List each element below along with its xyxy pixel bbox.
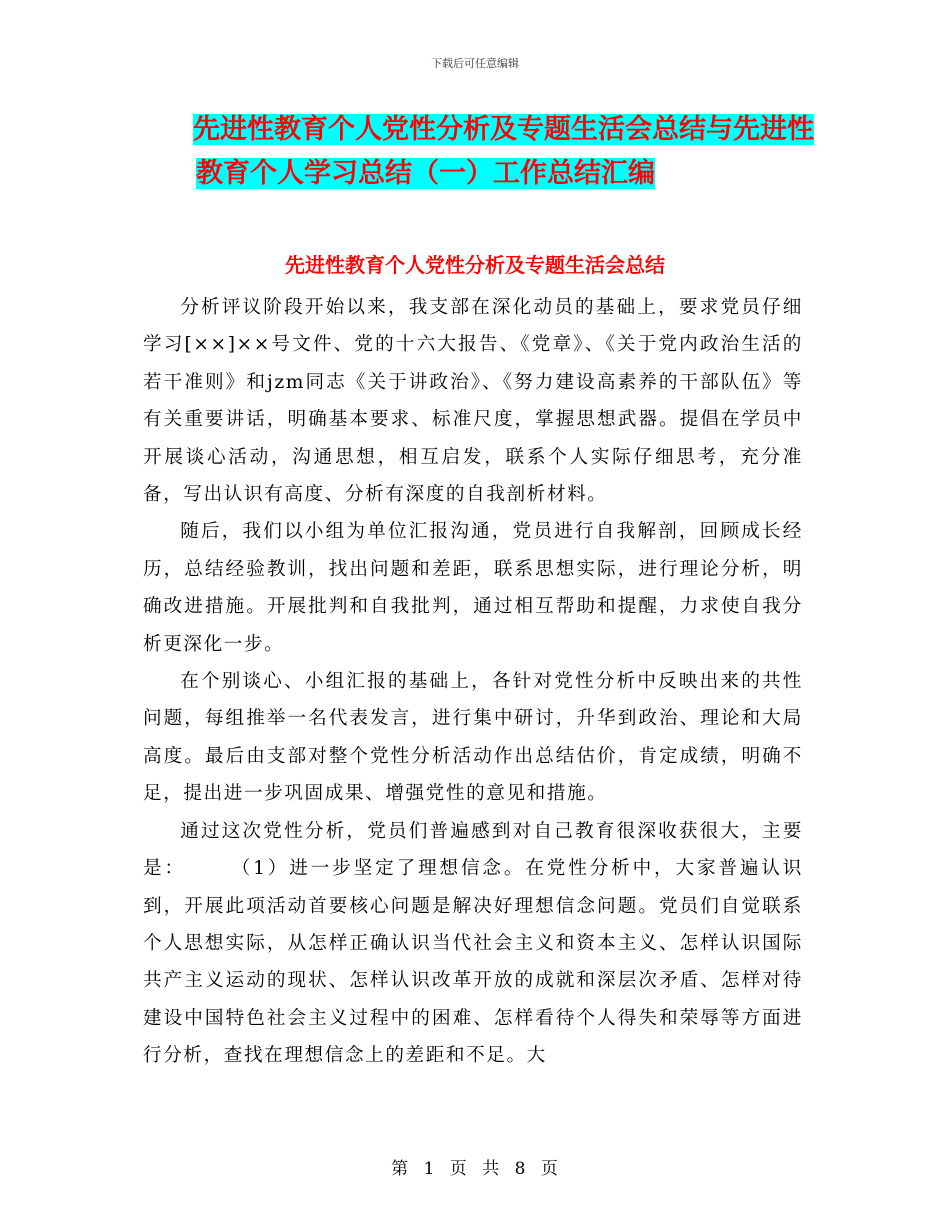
total-pages: 8 — [514, 1159, 527, 1179]
footer-page-word: 页 — [449, 1159, 468, 1179]
page-footer — [0, 1154, 950, 1179]
header-note: 下载后可任意编辑 — [431, 57, 519, 70]
paragraph: 分析评议阶段开始以来，我支部在深化动员的基础上，要求党员仔细学习[××]××号文件、党的十六大报告、《党章》、《关于党内政治生活的若干准则》和jzm同志《关于讲政治》、《努力建设高素养的干部队伍》等有关重要讲话，明确基本要求、标准尺度，掌握思想武器。提倡在学员中开展谈心活动，沟通思想，相互启发，联系个人实际仔细思考，充分准备，写出认识有高度、分析有深度的自我剖析材料。 — [143, 297, 803, 506]
document-title-line-2 — [196, 156, 655, 192]
paragraph: 随后，我们以小组为单位汇报沟通，党员进行自我解剖，回顾成长经历，总结经验教训，找出问题和差距，联系思想实际，进行理论分析，明确改进措施。开展批判和自我批判，通过相互帮助和提醒，力求使自我分析更深化一步。 — [143, 521, 803, 655]
paragraph: 在个别谈心、小组汇报的基础上，各针对党性分析中反映出来的共性问题，每组推举一名代表发言，进行集中研讨，升华到政治、理论和大局高度。最后由支部对整个党性分析活动作出总结估价，肯定成绩，明确不足，提出进一步巩固成果、增强党性的意见和措施。 — [143, 671, 803, 805]
document-title-line-1 — [193, 112, 814, 148]
page-number: 1 — [423, 1159, 436, 1179]
document-body — [143, 289, 803, 1075]
title-text: 先进性教育个人党性分析及专题生活会总结与先进性 — [193, 114, 814, 145]
title-text: 教育个人学习总结（一）工作总结汇编 — [196, 158, 655, 189]
footer-total-word: 共 — [482, 1159, 501, 1179]
footer-suffix: 页 — [540, 1159, 559, 1179]
section-title: 先进性教育个人党性分析及专题生活会总结 — [285, 253, 665, 277]
footer-prefix: 第 — [391, 1159, 410, 1179]
paragraph: 通过这次党性分析，党员们普遍感到对自己教育很深收获很大，主要是： （1）进一步坚定了理想信念。在党性分析中，大家普遍认识到，开展此项活动首要核心问题是解决好理想信念问题。党员们自觉联系个人思想实际，从怎样正确认识当代社会主义和资本主义、怎样认识国际共产主义运动的现状、怎样认识改革开放的成就和深层次矛盾、怎样对待建设中国特色社会主义过程中的困难、怎样看待个人得失和荣辱等方面进行分析，查找在理想信念上的差距和不足。大 — [143, 820, 803, 1067]
